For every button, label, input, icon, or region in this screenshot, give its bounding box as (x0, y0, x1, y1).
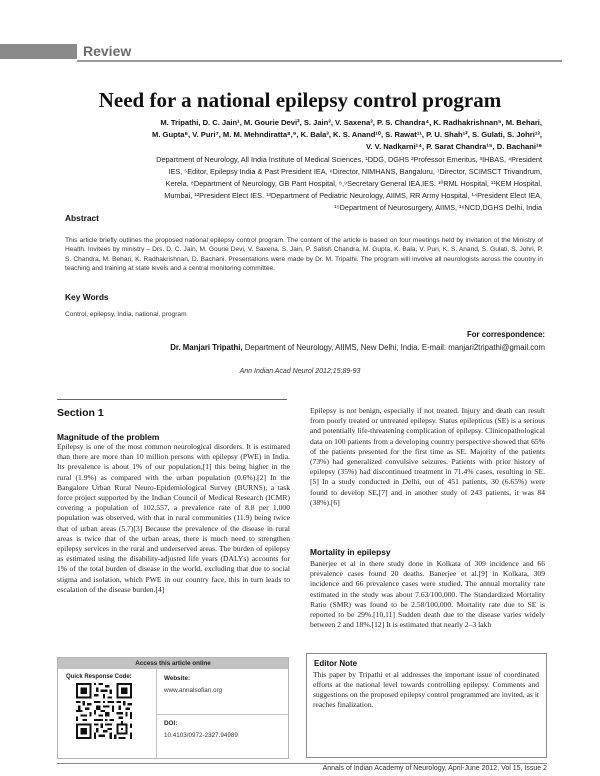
editor-note-box (306, 653, 547, 758)
author-line: V. V. Nadkarni¹⁴, P. Sarat Chandra¹⁵, D. Bachani¹⁶ (366, 142, 542, 151)
qr-label: Quick Response Code: (66, 674, 132, 680)
abstract-text: This article briefly outlines the proposed national epilepsy control program. The content of the article is based on four meetings held by invitation of the Ministry of Health. Invitees by ministry – Drs. D. C. Jain, M. Gourie Devi, V. Saxena, S. Jain, P. Satish Chandra, M. Gupta, K. Bala, V. Puri, K. S. Anand, S. Gulati, S. Johri, P. S. Chandra, M. Behari, K. Radhakrishnan, D. Bachani. Presentations were made by Dr. M. Tripathi. The program will involve all neurologists across the country in teaching and training at state levels and a central monitoring committee. (65, 237, 543, 272)
header-bar (0, 44, 77, 59)
citation: Ann Indian Acad Neurol 2012;15:89-93 (239, 368, 361, 375)
keywords-text: Control, epilepsy, India, national, program (65, 311, 187, 318)
section-title: Section 1 (57, 407, 104, 419)
affiliation-line: IES, ⁵Editor, Epilepsy India & Past President IEA, ⁶Director, NIMHANS, Bangaluru, ⁷Director, SCIMSCT Trivandrum, (168, 167, 542, 177)
abstract-heading: Abstract (65, 213, 99, 223)
correspondence-name: Dr. Manjari Tripathi, (170, 343, 243, 352)
affiliation-line: ¹⁵Department of Neurosurgery, AIIMS, ¹⁶NCD,DGHS Delhi, India (334, 203, 542, 213)
magnitude-paragraph: Epilepsy is one of the most common neurological disorders. It is estimated than there are more than 10 million persons with epilepsy (PWE) in India. Its prevalence is about 1% of our population,[1] this being higher in the rural (1.9%) as compared with the urban population (0.6%).[2] In the Bangalore Urban Rural Neuro-Epidemiological Survey (BURNS), a task force project supported by the Indian Council of Medical Research (ICMR) covering a population of 102,557, a prevalence rate of 8.8 per 1,000 population was observed, with that in rural communities (11.9) being twice that of urban areas (5.7)[3] Because the prevalence of the disease in rural areas is twice that of the urban areas, there is much need to strengthen epilepsy services in the rural and underserved areas. The burden of epilepsy as estimated using the disability-adjusted life years (DALYs) accounts for 1% of the total burden of disease in the world, excluding that due to social stigma and isolation, which PWE in our country face, this in turn leads to escalation of the disease burden.[4] (57, 442, 290, 594)
editor-note-heading: Editor Note (314, 659, 358, 668)
doi-label: DOI: (164, 720, 178, 727)
qr-code-icon[interactable] (76, 683, 132, 739)
affiliation-line: Mumbai, ¹²President Elect IES. ¹³Department of Pediatric Neurology, AIIMS, RR Army Hospital, ¹⁴President Elect IEA, (164, 191, 542, 201)
author-line: M. Gupta⁶, V. Puri⁷, M. M. Mehndiratta⁸,⁹, K. Bala³, K. S. Anand¹⁰, S. Rawat¹¹, P. U. Shah¹², S. Gulati, S. Johri¹³, (152, 130, 542, 139)
correspondence (60, 343, 545, 352)
mortality-paragraph: Banerjee et al in there study done in Kolkata of 309 incidence and 66 prevalence cases found 20 deaths. Banerjee et al.[9] in Kolkata, 309 incidence and 66 prevalence cases were studied. The annual mortality rate estimated in the study was about 7.63/100,000. The Standardized Mortality Ratio (SMR) was found to be 2.58/100,000. Mortality rate due to SE is reported to be 29%.[10,11] Sudden death due to the disease varies widely between 2 and 18%.[12] It is estimated that nearly 2–3 lakh (310, 559, 545, 630)
author-list (70, 117, 542, 153)
website-link[interactable]: www.annalsofian.org (164, 687, 223, 694)
access-article-box (57, 657, 289, 759)
access-box-heading: Access this article online (58, 658, 288, 669)
page-footer: Annals of Indian Academy of Neurology, April-June 2012, Vol 15, Issue 2 (322, 765, 547, 772)
section-label: Review (83, 43, 132, 59)
correspondence-details: Department of Neurology, AIIMS, New Delhi, India. E-mail: manjari2tripathi@gmail.com (242, 343, 545, 352)
magnitude-heading: Magnitude of the problem (57, 432, 160, 442)
mortality-heading: Mortality in epilepsy (310, 547, 391, 557)
author-line: M. Tripathi, D. C. Jain¹, M. Gourie Devi², S. Jain³, V. Saxena³, P. S. Chandra⁴, K. Radhakrishnan⁵, M. Behari, (160, 118, 542, 127)
affiliations (60, 154, 542, 214)
affiliation-line: Kerela, ⁸Department of Neurology, GB Pant Hospital, ⁸,⁹Secretary General IEA,IES. ¹⁰RML Hospital, ¹¹KEM Hospital, (165, 179, 542, 189)
website-label: Website: (164, 675, 191, 682)
section-rule (57, 399, 287, 400)
header-rule (77, 60, 562, 62)
article-title: Need for a national epilepsy control program (98, 88, 502, 112)
correspondence-heading: For correspondence: (467, 330, 545, 339)
footer-rule (57, 763, 547, 764)
status-epilepticus-paragraph: Epilepsy is not benign, especially if not treated. Injury and death can result from poorly treated or untreated epilepsy. Status epilepticus (SE) is a serious and potentially life-threatening complication of epilepsy. Clinicopathological data on 100 patients from a developing country perspective showed that 65% of the patients presented for the first time as SE. Majority of the patients (73%) had generalized convulsive seizures. Patients with prior history of epilepsy (35%) had discontinued treatment in 71.4% cases, resulting in SE.[5] In a study conducted in Delhi, out of 451 patients, 30 (6.65%) were found to develop SE,[7] and in another study of 243 patients, it was 84 (38%).[6] (310, 406, 545, 507)
editor-note-text: This paper by Tripathi et al addresses the important issue of coordinated efforts at the national level towards controlling epilepsy. Comments and suggestions on the proposed epilepsy control programmed are invited, as it reaches finalization. (313, 670, 539, 709)
doi-link[interactable]: 10.4103/0972-2327.94989 (164, 732, 238, 739)
affiliation-line: Department of Neurology, All India Institute of Medical Sciences, ¹DDG, DGHS ²Professor Emeritus, ³IHBAS, ⁴President (156, 155, 542, 164)
box-divider (156, 714, 288, 715)
keywords-heading: Key Words (65, 292, 109, 302)
